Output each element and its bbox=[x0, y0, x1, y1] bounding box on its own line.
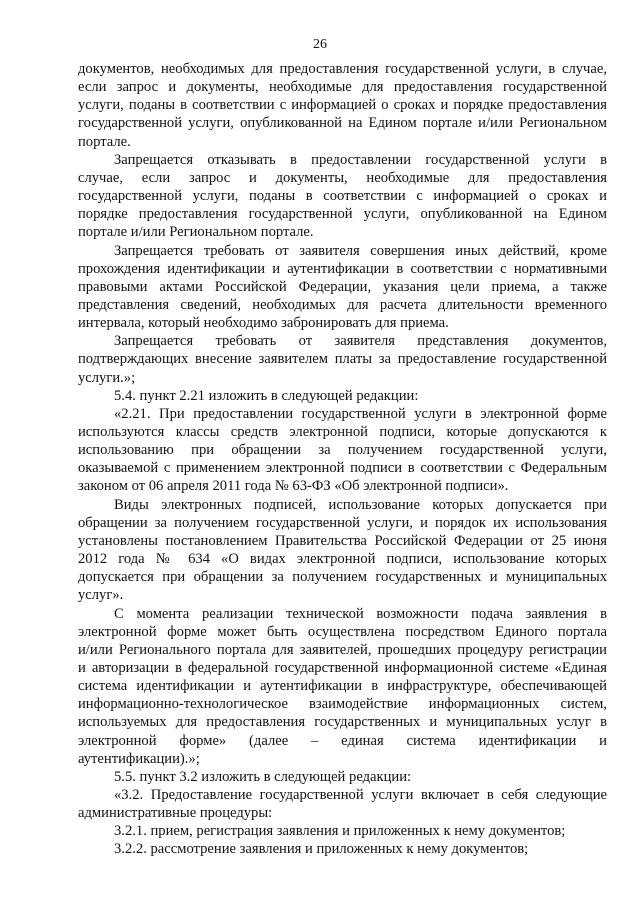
text-line: допускается при обращении за получением государственных и муниципальных bbox=[78, 569, 607, 586]
text-line: государственной услуги, опубликованной на Едином портале и/или Региональном bbox=[78, 115, 607, 132]
text-line: «2.21. При предоставлении государственной услуги в электронной форме bbox=[114, 405, 607, 422]
text-line: государственной услуги, поданы в соответствии с информацией о сроках и bbox=[78, 188, 607, 205]
text-line: административные процедуры: bbox=[78, 805, 273, 822]
text-line: портале и/или Региональном портале. bbox=[78, 224, 314, 241]
text-line: использованию при обращении за получением государственной услуги, bbox=[78, 442, 607, 459]
text-line: портале. bbox=[78, 133, 131, 150]
text-line: документов, необходимых для предоставления государственной услуги, в случае, bbox=[78, 61, 607, 77]
text-line: электронной форме» (далее – единая система идентификации и bbox=[78, 732, 607, 749]
text-line: 2012 года № 634 «О видах электронной подписи, использование которых bbox=[78, 551, 607, 568]
text-line: 3.2.1. прием, регистрация заявления и приложенных к нему документов; bbox=[114, 823, 566, 840]
text-line: 3.2.2. рассмотрение заявления и приложенных к нему документов; bbox=[114, 841, 529, 858]
text-line: обращении за получением государственной услуги, и порядок их использования bbox=[78, 514, 607, 531]
text-line: оказываемой с применением электронной подписи в соответствии с Федеральным bbox=[78, 460, 607, 477]
text-line: С момента реализации технической возможности подача заявления в bbox=[114, 605, 607, 622]
text-line: если запрос и документы, необходимые для предоставления государственной bbox=[78, 79, 607, 96]
text-line: порядке предоставления государственной услуги, опубликованной на Едином bbox=[78, 206, 607, 223]
text-line: услуги, поданы в соответствии с информацией о сроках и порядке предоставления bbox=[78, 97, 607, 114]
text-line: случае, если запрос и документы, необходимые для предоставления bbox=[78, 169, 607, 186]
page-number: 26 bbox=[313, 37, 327, 52]
text-line: аутентификации).»; bbox=[78, 750, 200, 767]
text-line: интервала, который необходимо забронировать для приема. bbox=[78, 315, 449, 332]
text-line: и авторизации в федеральной государственной информационной системе «Единая bbox=[78, 659, 607, 676]
text-line: Виды электронных подписей, использование которых допускается при bbox=[114, 496, 607, 513]
text-line: услуги.»; bbox=[78, 369, 136, 386]
text-line: Запрещается отказывать в предоставлении государственной услуги в bbox=[114, 151, 607, 168]
text-line: прохождения идентификации и аутентификации в соответствии с нормативными bbox=[78, 260, 607, 277]
text-line: 5.5. пункт 3.2 изложить в следующей редакции: bbox=[114, 768, 412, 785]
text-line: Запрещается требовать от заявителя совершения иных действий, кроме bbox=[114, 242, 607, 259]
text-line: «3.2. Предоставление государственной услуги включает в себя следующие bbox=[114, 787, 607, 803]
text-line: подтверждающих внесение заявителем платы за предоставление государственной bbox=[78, 351, 607, 368]
text-line: система идентификации и аутентификации в инфраструктуре, обеспечивающей bbox=[78, 678, 607, 695]
text-line: правовыми актами Российской Федерации, указания цели приема, а также bbox=[78, 278, 607, 295]
text-line: услуг». bbox=[78, 587, 124, 604]
text-line: используются классы средств электронной подписи, которые допускаются к bbox=[78, 424, 607, 440]
text-line: 5.4. пункт 2.21 изложить в следующей редакции: bbox=[114, 387, 419, 404]
text-line: электронной форме может быть осуществлена посредством Единого портала bbox=[78, 623, 607, 640]
text-line: информационно-технологическое взаимодействие информационных систем, bbox=[78, 696, 607, 713]
text-line: представления сведений, необходимых для расчета длительности временного bbox=[78, 296, 607, 313]
text-line: и/или Регионального портала для заявителей, прошедших процедуру регистрации bbox=[78, 641, 607, 658]
text-line: законом от 06 апреля 2011 года № 63-ФЗ «Об электронной подписи». bbox=[78, 478, 509, 495]
text-line: Запрещается требовать от заявителя представления документов, bbox=[114, 333, 607, 350]
text-line: используемых для предоставления государственных и муниципальных услуг в bbox=[78, 714, 607, 731]
text-line: установлены постановлением Правительства Российской Федерации от 25 июня bbox=[78, 532, 607, 549]
